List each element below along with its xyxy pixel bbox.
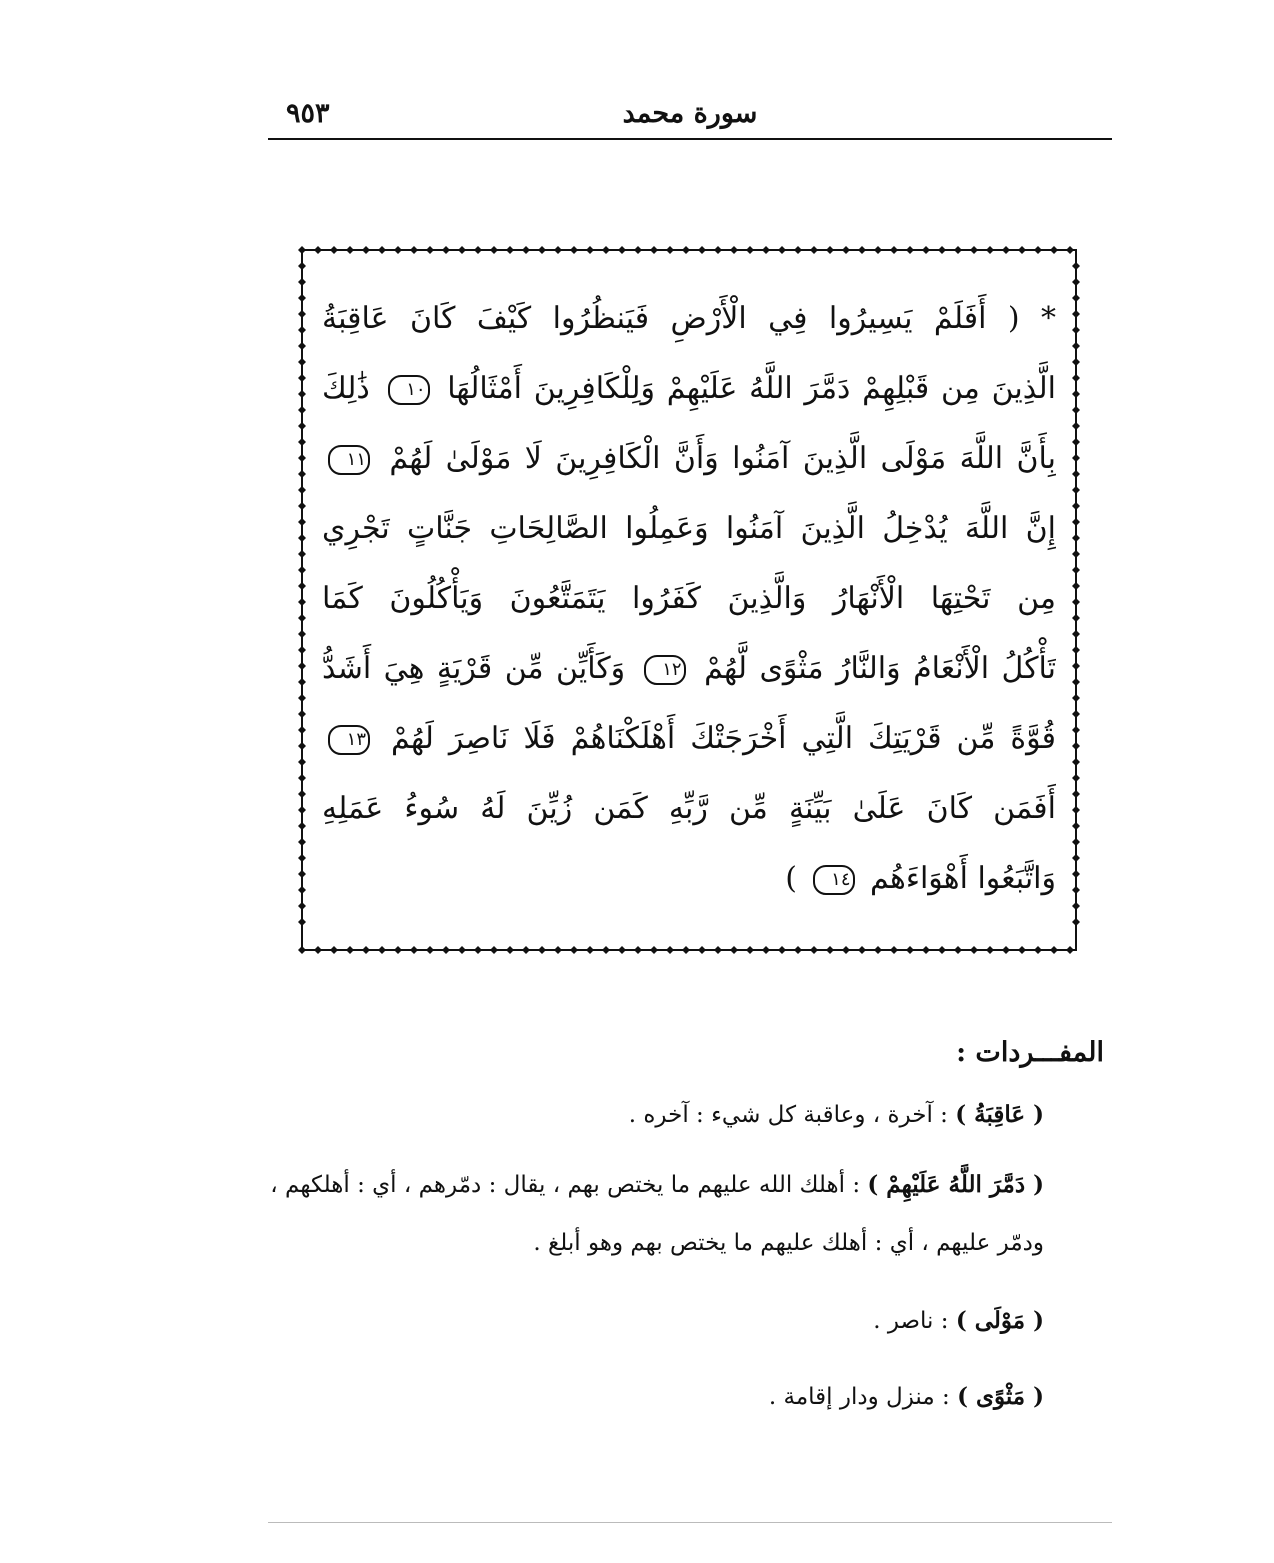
border-diamond-ornament <box>298 854 306 862</box>
verse-line-6 <box>322 634 1056 704</box>
border-diamond-ornament <box>410 246 418 254</box>
border-diamond-ornament <box>378 246 386 254</box>
border-diamond-ornament <box>1072 406 1080 414</box>
border-diamond-ornament <box>826 246 834 254</box>
verse-line-7 <box>322 704 1056 774</box>
border-diamond-ornament <box>698 946 706 954</box>
border-diamond-ornament <box>298 694 306 702</box>
border-diamond-ornament <box>1050 246 1058 254</box>
border-diamond-ornament <box>842 246 850 254</box>
border-diamond-ornament <box>426 946 434 954</box>
border-diamond-ornament <box>618 246 626 254</box>
border-diamond-ornament <box>362 246 370 254</box>
border-diamond-ornament <box>1072 374 1080 382</box>
border-diamond-ornament <box>906 946 914 954</box>
border-diamond-ornament <box>314 946 322 954</box>
border-diamond-ornament <box>1072 566 1080 574</box>
ayah-number-marker: ١١ <box>328 445 370 475</box>
border-diamond-ornament <box>1050 946 1058 954</box>
border-diamond-ornament <box>522 246 530 254</box>
border-diamond-ornament <box>1072 886 1080 894</box>
border-diamond-ornament <box>298 710 306 718</box>
border-diamond-ornament <box>1072 310 1080 318</box>
border-diamond-ornament <box>714 946 722 954</box>
border-diamond-ornament <box>1066 246 1074 254</box>
border-diamond-ornament <box>410 946 418 954</box>
verse-line-8 <box>322 774 1056 844</box>
border-diamond-ornament <box>618 946 626 954</box>
border-diamond-ornament <box>858 946 866 954</box>
surah-title: سورة محمد <box>622 98 758 129</box>
border-diamond-ornament <box>1072 502 1080 510</box>
border-diamond-ornament <box>442 946 450 954</box>
border-diamond-ornament <box>426 246 434 254</box>
border-diamond-ornament <box>1072 662 1080 670</box>
border-diamond-ornament <box>554 246 562 254</box>
border-diamond-ornament <box>298 726 306 734</box>
ayah-number-marker: ١٣ <box>328 725 370 755</box>
border-diamond-ornament <box>298 374 306 382</box>
verse-text: قُوَّةً مِّن قَرْيَتِكَ الَّتِي أَخْرَجَتْكَ أَهْلَكْنَاهُمْ فَلَا نَاصِرَ لَهُمْ <box>390 721 1056 756</box>
border-diamond-ornament <box>586 246 594 254</box>
border-diamond-ornament <box>1072 726 1080 734</box>
border-diamond-ornament <box>394 946 402 954</box>
verse-text: * ( أَفَلَمْ يَسِيرُوا فِي الْأَرْضِ فَيَنظُرُوا كَيْفَ كَانَ عَاقِبَةُ <box>322 301 1056 336</box>
border-diamond-ornament <box>298 822 306 830</box>
border-diamond-ornament <box>458 246 466 254</box>
border-diamond-ornament <box>298 758 306 766</box>
border-diamond-ornament <box>906 246 914 254</box>
border-diamond-ornament <box>810 946 818 954</box>
border-diamond-ornament <box>298 326 306 334</box>
border-diamond-ornament <box>298 294 306 302</box>
border-diamond-ornament <box>298 278 306 286</box>
border-diamond-ornament <box>586 946 594 954</box>
border-diamond-ornament <box>378 946 386 954</box>
border-diamond-ornament <box>298 406 306 414</box>
border-diamond-ornament <box>778 946 786 954</box>
border-diamond-ornament <box>1072 678 1080 686</box>
border-diamond-ornament <box>826 946 834 954</box>
border-diamond-ornament <box>922 246 930 254</box>
border-diamond-ornament <box>1072 774 1080 782</box>
ayah-number-marker: ١٤ <box>813 865 855 895</box>
border-diamond-ornament <box>298 342 306 350</box>
border-diamond-ornament <box>298 310 306 318</box>
border-diamond-ornament <box>298 774 306 782</box>
border-diamond-ornament <box>298 502 306 510</box>
border-diamond-ornament <box>714 246 722 254</box>
border-diamond-ornament <box>874 946 882 954</box>
border-diamond-ornament <box>970 246 978 254</box>
border-diamond-ornament <box>650 946 658 954</box>
verse-line-1 <box>322 284 1056 354</box>
border-diamond-ornament <box>298 534 306 542</box>
border-diamond-ornament <box>986 946 994 954</box>
border-diamond-ornament <box>778 246 786 254</box>
border-diamond-ornament <box>1072 854 1080 862</box>
border-diamond-ornament <box>858 246 866 254</box>
border-diamond-ornament <box>1072 790 1080 798</box>
border-diamond-ornament <box>522 946 530 954</box>
border-diamond-ornament <box>1072 518 1080 526</box>
border-diamond-ornament <box>794 946 802 954</box>
border-diamond-ornament <box>298 946 306 954</box>
vocabulary-definition: : آخرة ، وعاقبة كل شيء : آخره . <box>628 1102 956 1128</box>
border-diamond-ornament <box>298 918 306 926</box>
border-diamond-ornament <box>474 946 482 954</box>
border-diamond-ornament <box>1072 326 1080 334</box>
ayah-number-marker: ١٢ <box>644 655 686 685</box>
border-diamond-ornament <box>730 946 738 954</box>
verse-text-tail: ذَٰلِكَ <box>322 371 370 406</box>
border-diamond-ornament <box>1034 246 1042 254</box>
border-diamond-ornament <box>298 742 306 750</box>
border-diamond-ornament <box>1072 550 1080 558</box>
border-diamond-ornament <box>762 246 770 254</box>
border-diamond-ornament <box>954 246 962 254</box>
border-diamond-ornament <box>954 946 962 954</box>
border-diamond-ornament <box>698 246 706 254</box>
border-diamond-ornament <box>298 582 306 590</box>
border-diamond-ornament <box>746 946 754 954</box>
verse-text: أَفَمَن كَانَ عَلَىٰ بَيِّنَةٍ مِّن رَّبِّهِ كَمَن زُيِّنَ لَهُ سُوءُ عَمَلِهِ <box>322 791 1056 826</box>
border-diamond-ornament <box>298 454 306 462</box>
vocabulary-definition: : منزل ودار إقامة . <box>768 1384 958 1410</box>
border-diamond-ornament <box>1018 946 1026 954</box>
vocabulary-definition: : ناصر . <box>873 1308 956 1334</box>
verse-text: وَاتَّبَعُوا أَهْوَاءَهُم <box>870 861 1056 896</box>
border-diamond-ornament <box>874 246 882 254</box>
border-diamond-ornament <box>298 438 306 446</box>
border-diamond-ornament <box>538 946 546 954</box>
border-diamond-ornament <box>938 946 946 954</box>
border-diamond-ornament <box>506 946 514 954</box>
border-diamond-ornament <box>1002 246 1010 254</box>
border-diamond-ornament <box>810 246 818 254</box>
vocabulary-definition: : أهلك الله عليهم ما يختص بهم ، يقال : دمّرهم ، أي : أهلكهم ، ودمّر عليهم ، أي : أهلك عليهم ما يختص بهم وهو أبلغ . <box>270 1172 1044 1256</box>
header-rule <box>268 138 1112 140</box>
verse-text: بِأَنَّ اللَّهَ مَوْلَى الَّذِينَ آمَنُوا وَأَنَّ الْكَافِرِينَ لَا مَوْلَىٰ لَهُمْ <box>389 441 1056 476</box>
vocabulary-term: ( دَمَّرَ اللَّهُ عَلَيْهِمْ ) <box>867 1171 1044 1198</box>
border-diamond-ornament <box>554 946 562 954</box>
border-diamond-ornament <box>298 566 306 574</box>
border-diamond-ornament <box>474 246 482 254</box>
border-diamond-ornament <box>1018 246 1026 254</box>
border-diamond-ornament <box>1072 438 1080 446</box>
border-diamond-ornament <box>298 486 306 494</box>
border-diamond-ornament <box>298 790 306 798</box>
border-diamond-ornament <box>394 246 402 254</box>
border-diamond-ornament <box>1072 822 1080 830</box>
border-diamond-ornament <box>330 946 338 954</box>
border-diamond-ornament <box>298 518 306 526</box>
border-diamond-ornament <box>1072 758 1080 766</box>
verse-line-9 <box>322 844 1056 914</box>
border-diamond-ornament <box>890 946 898 954</box>
border-diamond-ornament <box>1072 902 1080 910</box>
border-diamond-ornament <box>1072 454 1080 462</box>
border-diamond-ornament <box>1002 946 1010 954</box>
border-diamond-ornament <box>922 946 930 954</box>
verse-text: إِنَّ اللَّهَ يُدْخِلُ الَّذِينَ آمَنُوا وَعَمِلُوا الصَّالِحَاتِ جَنَّاتٍ تَجْرِي <box>322 511 1056 546</box>
border-diamond-ornament <box>1066 946 1074 954</box>
border-diamond-ornament <box>298 422 306 430</box>
border-diamond-ornament <box>938 246 946 254</box>
border-diamond-ornament <box>1072 534 1080 542</box>
border-diamond-ornament <box>666 246 674 254</box>
border-diamond-ornament <box>890 246 898 254</box>
border-diamond-ornament <box>650 246 658 254</box>
border-diamond-ornament <box>298 870 306 878</box>
vocabulary-entry <box>260 1088 1104 1142</box>
verse-text-tail: ) <box>785 861 797 896</box>
border-diamond-ornament <box>970 946 978 954</box>
border-diamond-ornament <box>1072 294 1080 302</box>
border-diamond-ornament <box>682 946 690 954</box>
border-diamond-ornament <box>634 946 642 954</box>
vocabulary-section <box>260 1030 1104 1424</box>
border-diamond-ornament <box>298 358 306 366</box>
border-diamond-ornament <box>1072 470 1080 478</box>
border-diamond-ornament <box>346 946 354 954</box>
border-diamond-ornament <box>298 470 306 478</box>
border-diamond-ornament <box>1072 710 1080 718</box>
border-diamond-ornament <box>794 246 802 254</box>
border-diamond-ornament <box>1072 838 1080 846</box>
border-diamond-ornament <box>682 246 690 254</box>
border-diamond-ornament <box>1072 806 1080 814</box>
border-diamond-ornament <box>442 246 450 254</box>
border-diamond-ornament <box>634 246 642 254</box>
border-diamond-ornament <box>762 946 770 954</box>
verse-text: تَأْكُلُ الْأَنْعَامُ وَالنَّارُ مَثْوًى لَّهُمْ <box>704 651 1056 686</box>
vocabulary-term: ( مَثْوًى ) <box>957 1383 1044 1410</box>
border-diamond-ornament <box>362 946 370 954</box>
border-diamond-ornament <box>842 946 850 954</box>
border-diamond-ornament <box>1072 390 1080 398</box>
border-diamond-ornament <box>602 946 610 954</box>
border-diamond-ornament <box>570 946 578 954</box>
border-diamond-ornament <box>1072 358 1080 366</box>
border-diamond-ornament <box>1072 598 1080 606</box>
border-diamond-ornament <box>602 246 610 254</box>
border-diamond-ornament <box>490 946 498 954</box>
border-diamond-ornament <box>298 806 306 814</box>
border-diamond-ornament <box>1072 918 1080 926</box>
border-diamond-ornament <box>1072 870 1080 878</box>
border-diamond-ornament <box>1072 422 1080 430</box>
border-diamond-ornament <box>570 246 578 254</box>
border-diamond-ornament <box>986 246 994 254</box>
verse-text-tail: وَكَأَيِّن مِّن قَرْيَةٍ هِيَ أَشَدُّ <box>322 651 626 686</box>
border-diamond-ornament <box>330 246 338 254</box>
border-diamond-ornament <box>298 886 306 894</box>
border-diamond-ornament <box>458 946 466 954</box>
vocabulary-term: ( عَاقِبَةُ ) <box>955 1101 1044 1128</box>
border-diamond-ornament <box>346 246 354 254</box>
border-diamond-ornament <box>1072 486 1080 494</box>
border-diamond-ornament <box>1072 262 1080 270</box>
verse-text: الَّذِينَ مِن قَبْلِهِمْ دَمَّرَ اللَّهُ عَلَيْهِمْ وَلِلْكَافِرِينَ أَمْثَالُهَا <box>447 371 1056 406</box>
page-number: ٩٥٣ <box>286 98 330 129</box>
border-diamond-ornament <box>298 678 306 686</box>
border-diamond-ornament <box>314 246 322 254</box>
vocabulary-entry <box>260 1294 1104 1348</box>
border-diamond-ornament <box>538 246 546 254</box>
border-diamond-ornament <box>298 630 306 638</box>
border-diamond-ornament <box>1072 694 1080 702</box>
vocabulary-entry <box>260 1370 1104 1424</box>
border-diamond-ornament <box>1034 946 1042 954</box>
border-diamond-ornament <box>1072 582 1080 590</box>
border-diamond-ornament <box>490 246 498 254</box>
verse-line-4 <box>322 494 1056 564</box>
verse-frame <box>288 236 1090 964</box>
border-diamond-ornament <box>1072 742 1080 750</box>
border-diamond-ornament <box>730 246 738 254</box>
verse-text-block <box>322 284 1056 914</box>
border-diamond-ornament <box>298 550 306 558</box>
border-diamond-ornament <box>298 646 306 654</box>
border-diamond-ornament <box>1072 646 1080 654</box>
border-diamond-ornament <box>298 902 306 910</box>
border-diamond-ornament <box>298 598 306 606</box>
ayah-number-marker: ١٠ <box>388 375 430 405</box>
border-diamond-ornament <box>298 246 306 254</box>
verse-line-3 <box>322 424 1056 494</box>
border-diamond-ornament <box>506 246 514 254</box>
border-diamond-ornament <box>1072 614 1080 622</box>
border-diamond-ornament <box>298 662 306 670</box>
border-diamond-ornament <box>1072 278 1080 286</box>
page-header <box>268 92 1112 140</box>
border-diamond-ornament <box>298 262 306 270</box>
border-diamond-ornament <box>746 246 754 254</box>
vocabulary-heading: المفـــردات : <box>956 1037 1104 1068</box>
border-diamond-ornament <box>1072 630 1080 638</box>
footer-rule <box>268 1522 1112 1523</box>
border-diamond-ornament <box>298 390 306 398</box>
verse-text: مِن تَحْتِهَا الْأَنْهَارُ وَالَّذِينَ كَفَرُوا يَتَمَتَّعُونَ وَيَأْكُلُونَ كَمَا <box>322 581 1056 616</box>
verse-line-2 <box>322 354 1056 424</box>
verse-line-5 <box>322 564 1056 634</box>
vocabulary-entry <box>260 1156 1104 1272</box>
border-diamond-ornament <box>666 946 674 954</box>
vocabulary-term: ( مَوْلَى ) <box>955 1307 1044 1334</box>
border-diamond-ornament <box>298 614 306 622</box>
border-diamond-ornament <box>1072 342 1080 350</box>
border-diamond-ornament <box>298 838 306 846</box>
